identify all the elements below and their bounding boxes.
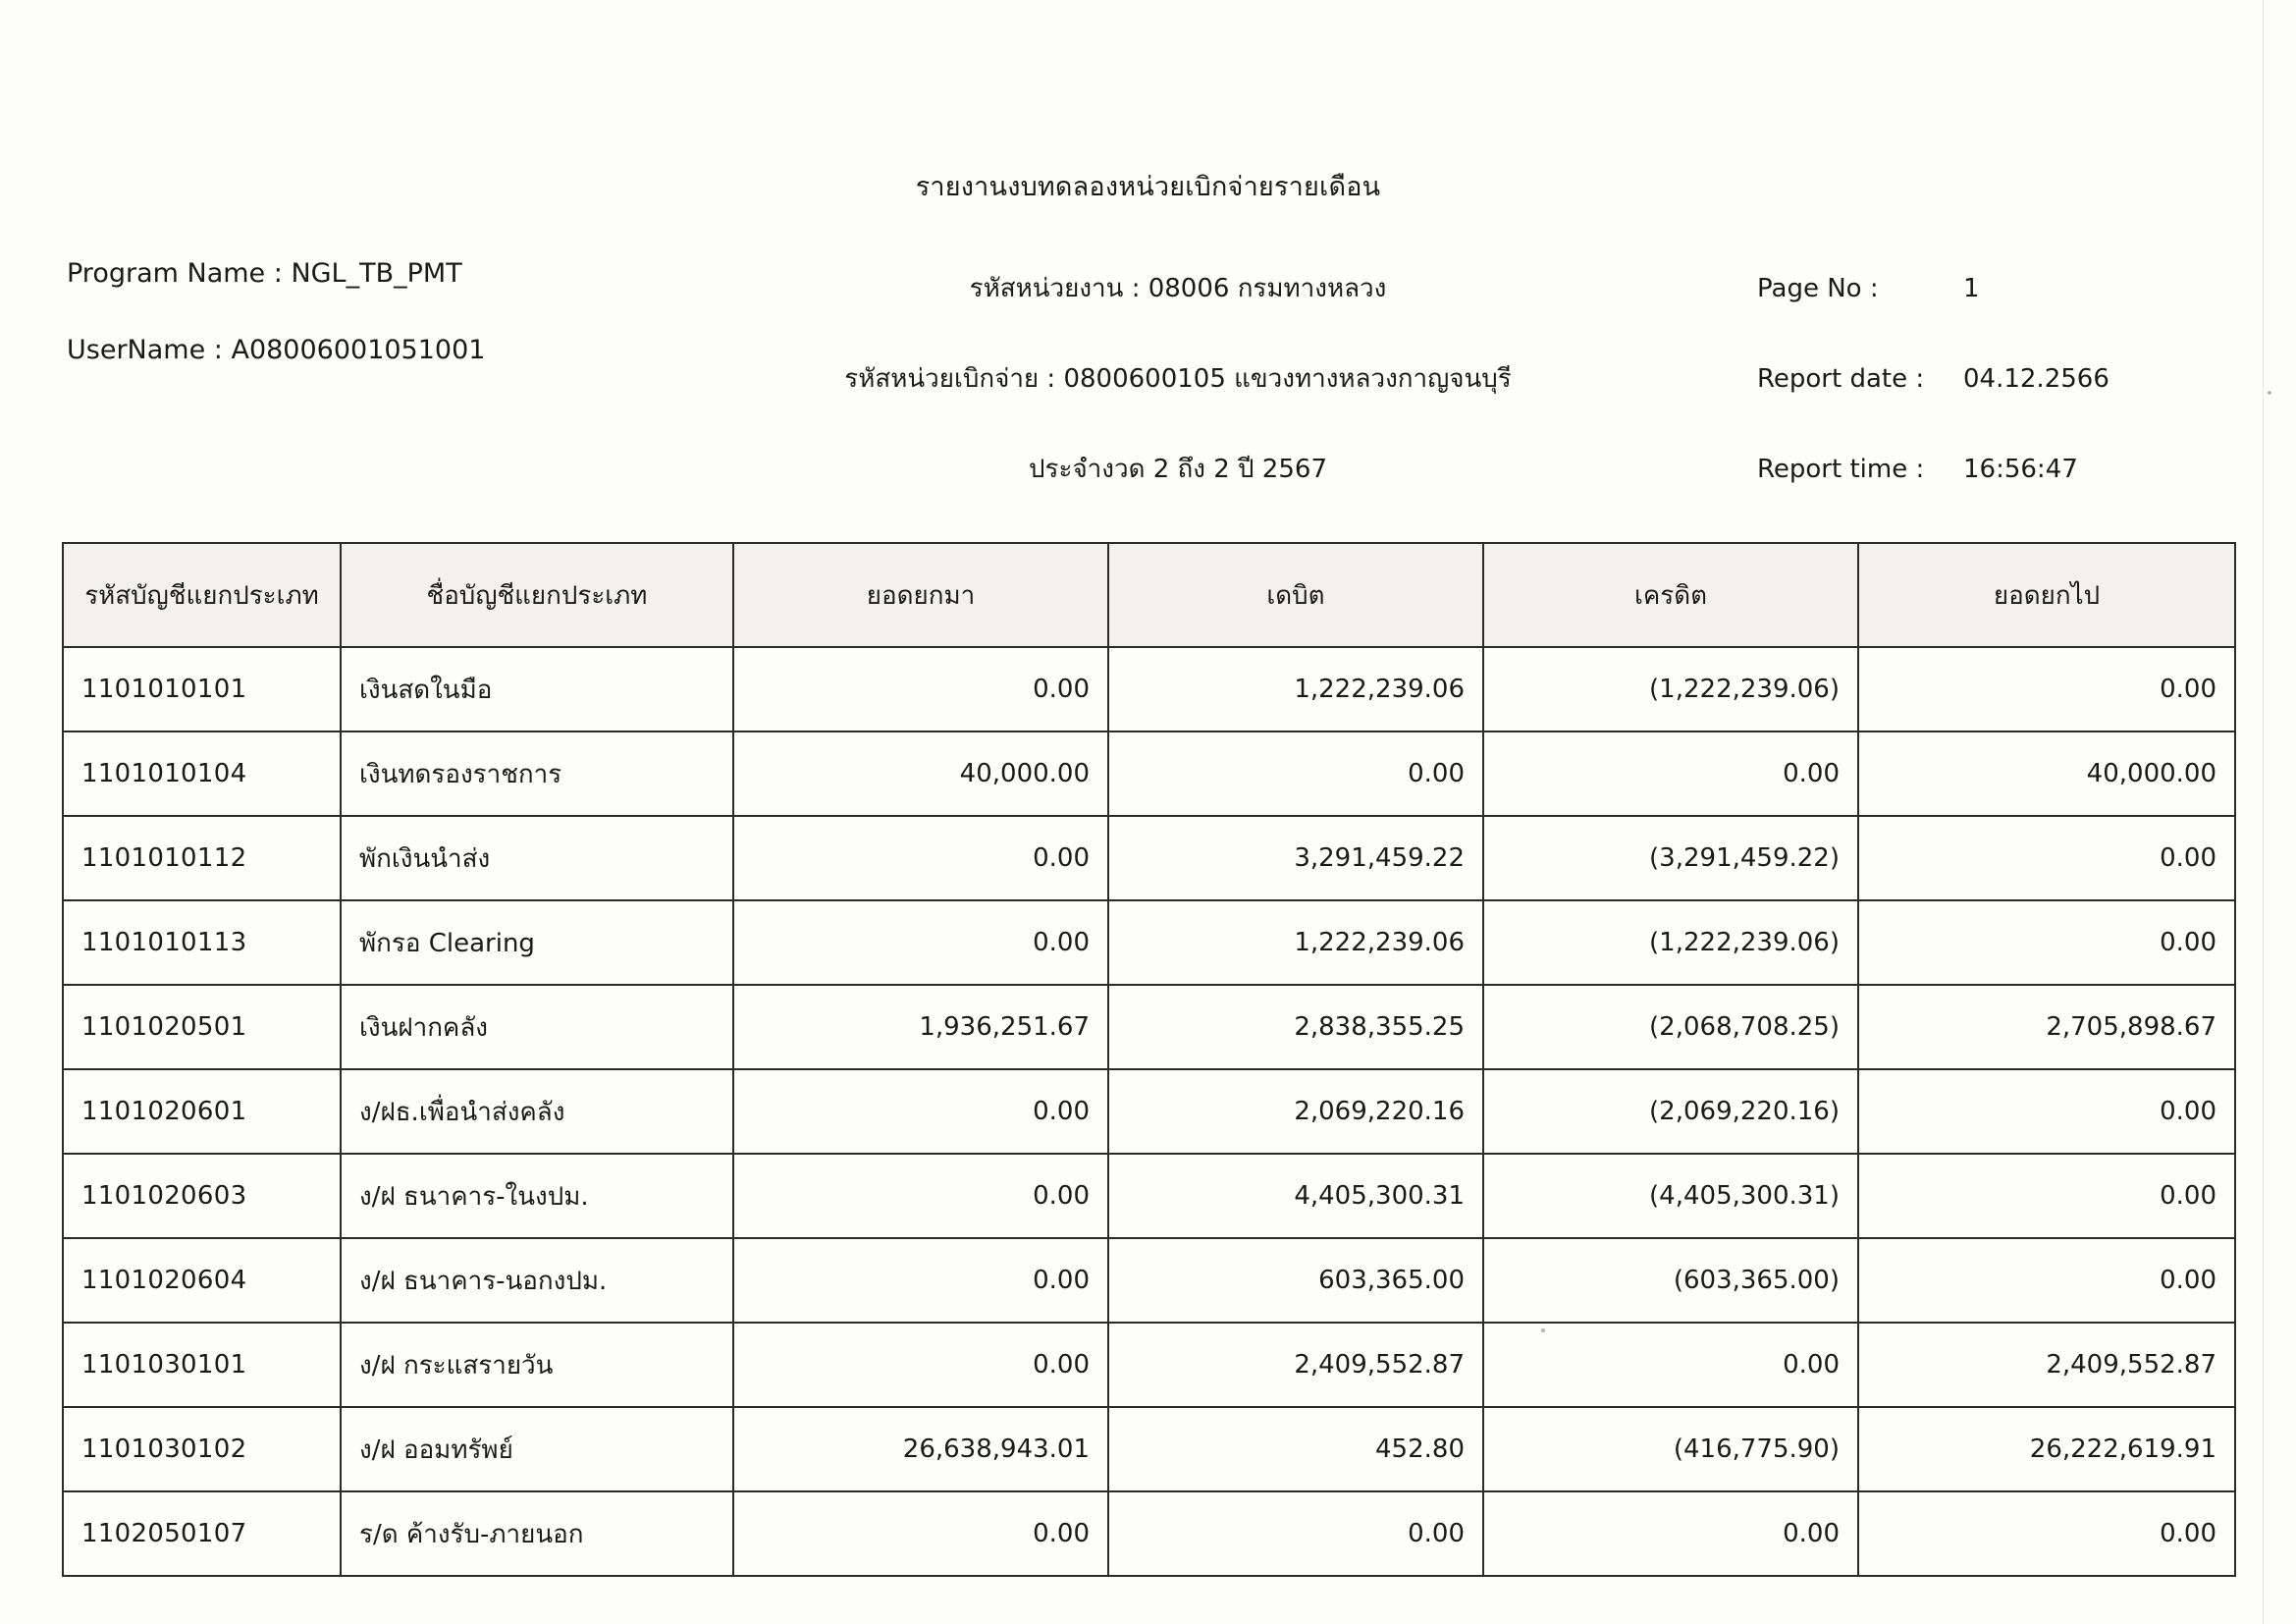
username-row [67, 312, 485, 389]
program-name-row [67, 236, 485, 312]
cell-closing-balance: 0.00 [1858, 1154, 2235, 1238]
table-row [63, 731, 2235, 816]
report-date-value: 04.12.2566 [1963, 364, 2109, 394]
table-row [63, 1323, 2235, 1407]
cell-account-code: 1101010104 [63, 731, 341, 816]
cell-opening-balance: 0.00 [733, 816, 1108, 900]
cell-account-name: เงินฝากคลัง [341, 985, 733, 1069]
cell-account-code: 1101020604 [63, 1238, 341, 1323]
program-name-value: NGL_TB_PMT [291, 258, 462, 289]
table-header-row [63, 543, 2235, 647]
cell-credit: (603,365.00) [1483, 1238, 1858, 1323]
cell-account-code: 1102050107 [63, 1491, 341, 1576]
cell-credit: (3,291,459.22) [1483, 816, 1858, 900]
cell-credit: (416,775.90) [1483, 1407, 1858, 1491]
cell-opening-balance: 0.00 [733, 647, 1108, 731]
cell-account-name: เงินทดรองราชการ [341, 731, 733, 816]
table-row [63, 1069, 2235, 1154]
cell-account-code: 1101010112 [63, 816, 341, 900]
period-line: ประจำงวด 2 ถึง 2 ปี 2567 [1029, 455, 1327, 484]
username-value: A08006001051001 [231, 335, 486, 365]
cell-account-code: 1101020603 [63, 1154, 341, 1238]
trial-balance-table [62, 542, 2236, 1577]
cell-closing-balance: 0.00 [1858, 816, 2235, 900]
cell-credit: (4,405,300.31) [1483, 1154, 1858, 1238]
table-body [63, 647, 2235, 1576]
cell-opening-balance: 0.00 [733, 1323, 1108, 1407]
column-header-account-name: ชื่อบัญชีแยกประเภท [341, 543, 733, 647]
cell-closing-balance: 2,705,898.67 [1858, 985, 2235, 1069]
cell-credit: (2,068,708.25) [1483, 985, 1858, 1069]
trial-balance-table-wrapper [62, 542, 2234, 1577]
cell-account-code: 1101010113 [63, 900, 341, 985]
table-row [63, 1491, 2235, 1576]
cell-opening-balance: 26,638,943.01 [733, 1407, 1108, 1491]
cell-credit: (2,069,220.16) [1483, 1069, 1858, 1154]
report-time-row [1757, 424, 2109, 514]
report-time-label: Report time : [1757, 455, 1925, 484]
cell-closing-balance: 26,222,619.91 [1858, 1407, 2235, 1491]
cell-account-code: 1101010101 [63, 647, 341, 731]
scan-speck [1541, 1328, 1545, 1332]
cell-opening-balance: 1,936,251.67 [733, 985, 1108, 1069]
username-label: UserName : [67, 335, 223, 365]
page-no-value: 1 [1963, 274, 1980, 303]
cell-account-name: พักเงินนำส่ง [341, 816, 733, 900]
cell-debit: 2,069,220.16 [1108, 1069, 1483, 1154]
cell-credit: 0.00 [1483, 1323, 1858, 1407]
cell-debit: 2,838,355.25 [1108, 985, 1483, 1069]
page-no-label: Page No : [1757, 274, 1879, 303]
cell-account-name: ง/ฝ ธนาคาร-นอกงปม. [341, 1238, 733, 1323]
column-header-opening-balance: ยอดยกมา [733, 543, 1108, 647]
cell-opening-balance: 0.00 [733, 1069, 1108, 1154]
cell-credit: 0.00 [1483, 731, 1858, 816]
cell-debit: 4,405,300.31 [1108, 1154, 1483, 1238]
cell-account-name: ร/ด ค้างรับ-ภายนอก [341, 1491, 733, 1576]
cell-closing-balance: 2,409,552.87 [1858, 1323, 2235, 1407]
center-metadata-block [746, 244, 1610, 514]
report-date-label: Report date : [1757, 364, 1925, 394]
table-row [63, 816, 2235, 900]
cell-account-code: 1101020601 [63, 1069, 341, 1154]
page-no-row [1757, 244, 2109, 334]
cell-account-name: ง/ฝ ธนาคาร-ในงปม. [341, 1154, 733, 1238]
cell-debit: 1,222,239.06 [1108, 900, 1483, 985]
cell-debit: 1,222,239.06 [1108, 647, 1483, 731]
column-header-account-code: รหัสบัญชีแยกประเภท [63, 543, 341, 647]
report-date-row [1757, 334, 2109, 424]
table-row [63, 1407, 2235, 1491]
cell-debit: 603,365.00 [1108, 1238, 1483, 1323]
table-row [63, 1154, 2235, 1238]
program-name-label: Program Name : [67, 258, 283, 289]
column-header-debit: เดบิต [1108, 543, 1483, 647]
cell-credit: (1,222,239.06) [1483, 900, 1858, 985]
table-row [63, 647, 2235, 731]
table-header [63, 543, 2235, 647]
cell-account-name: ง/ฝ ออมทรัพย์ [341, 1407, 733, 1491]
agency-code-line: รหัสหน่วยงาน : 08006 กรมทางหลวง [969, 274, 1387, 303]
cell-account-name: พักรอ Clearing [341, 900, 733, 985]
cell-debit: 0.00 [1108, 731, 1483, 816]
page-title: รายงานงบทดลองหน่วยเบิกจ่ายรายเดือน [915, 172, 1381, 202]
scan-speck [2268, 391, 2271, 395]
cell-opening-balance: 40,000.00 [733, 731, 1108, 816]
cell-debit: 3,291,459.22 [1108, 816, 1483, 900]
payer-unit-code-line: รหัสหน่วยเบิกจ่าย : 0800600105 แขวงทางหลวงกาญจนบุรี [844, 364, 1512, 394]
cell-opening-balance: 0.00 [733, 1238, 1108, 1323]
cell-account-code: 1101030101 [63, 1323, 341, 1407]
cell-debit: 2,409,552.87 [1108, 1323, 1483, 1407]
right-metadata-block [1757, 244, 2109, 514]
column-header-closing-balance: ยอดยกไป [1858, 543, 2235, 647]
cell-account-code: 1101020501 [63, 985, 341, 1069]
cell-closing-balance: 40,000.00 [1858, 731, 2235, 816]
cell-credit: (1,222,239.06) [1483, 647, 1858, 731]
table-row [63, 985, 2235, 1069]
column-header-credit: เครดิต [1483, 543, 1858, 647]
cell-closing-balance: 0.00 [1858, 1491, 2235, 1576]
cell-account-name: ง/ฝธ.เพื่อนำส่งคลัง [341, 1069, 733, 1154]
cell-debit: 0.00 [1108, 1491, 1483, 1576]
cell-closing-balance: 0.00 [1858, 1069, 2235, 1154]
cell-closing-balance: 0.00 [1858, 1238, 2235, 1323]
left-metadata-block [67, 236, 485, 389]
cell-account-name: เงินสดในมือ [341, 647, 733, 731]
table-row [63, 900, 2235, 985]
cell-opening-balance: 0.00 [733, 1491, 1108, 1576]
cell-opening-balance: 0.00 [733, 1154, 1108, 1238]
report-time-value: 16:56:47 [1963, 455, 2078, 484]
cell-account-code: 1101030102 [63, 1407, 341, 1491]
cell-account-name: ง/ฝ กระแสรายวัน [341, 1323, 733, 1407]
cell-closing-balance: 0.00 [1858, 900, 2235, 985]
cell-debit: 452.80 [1108, 1407, 1483, 1491]
cell-closing-balance: 0.00 [1858, 647, 2235, 731]
cell-credit: 0.00 [1483, 1491, 1858, 1576]
cell-opening-balance: 0.00 [733, 900, 1108, 985]
scan-edge-line [2263, 0, 2264, 1624]
table-row [63, 1238, 2235, 1323]
